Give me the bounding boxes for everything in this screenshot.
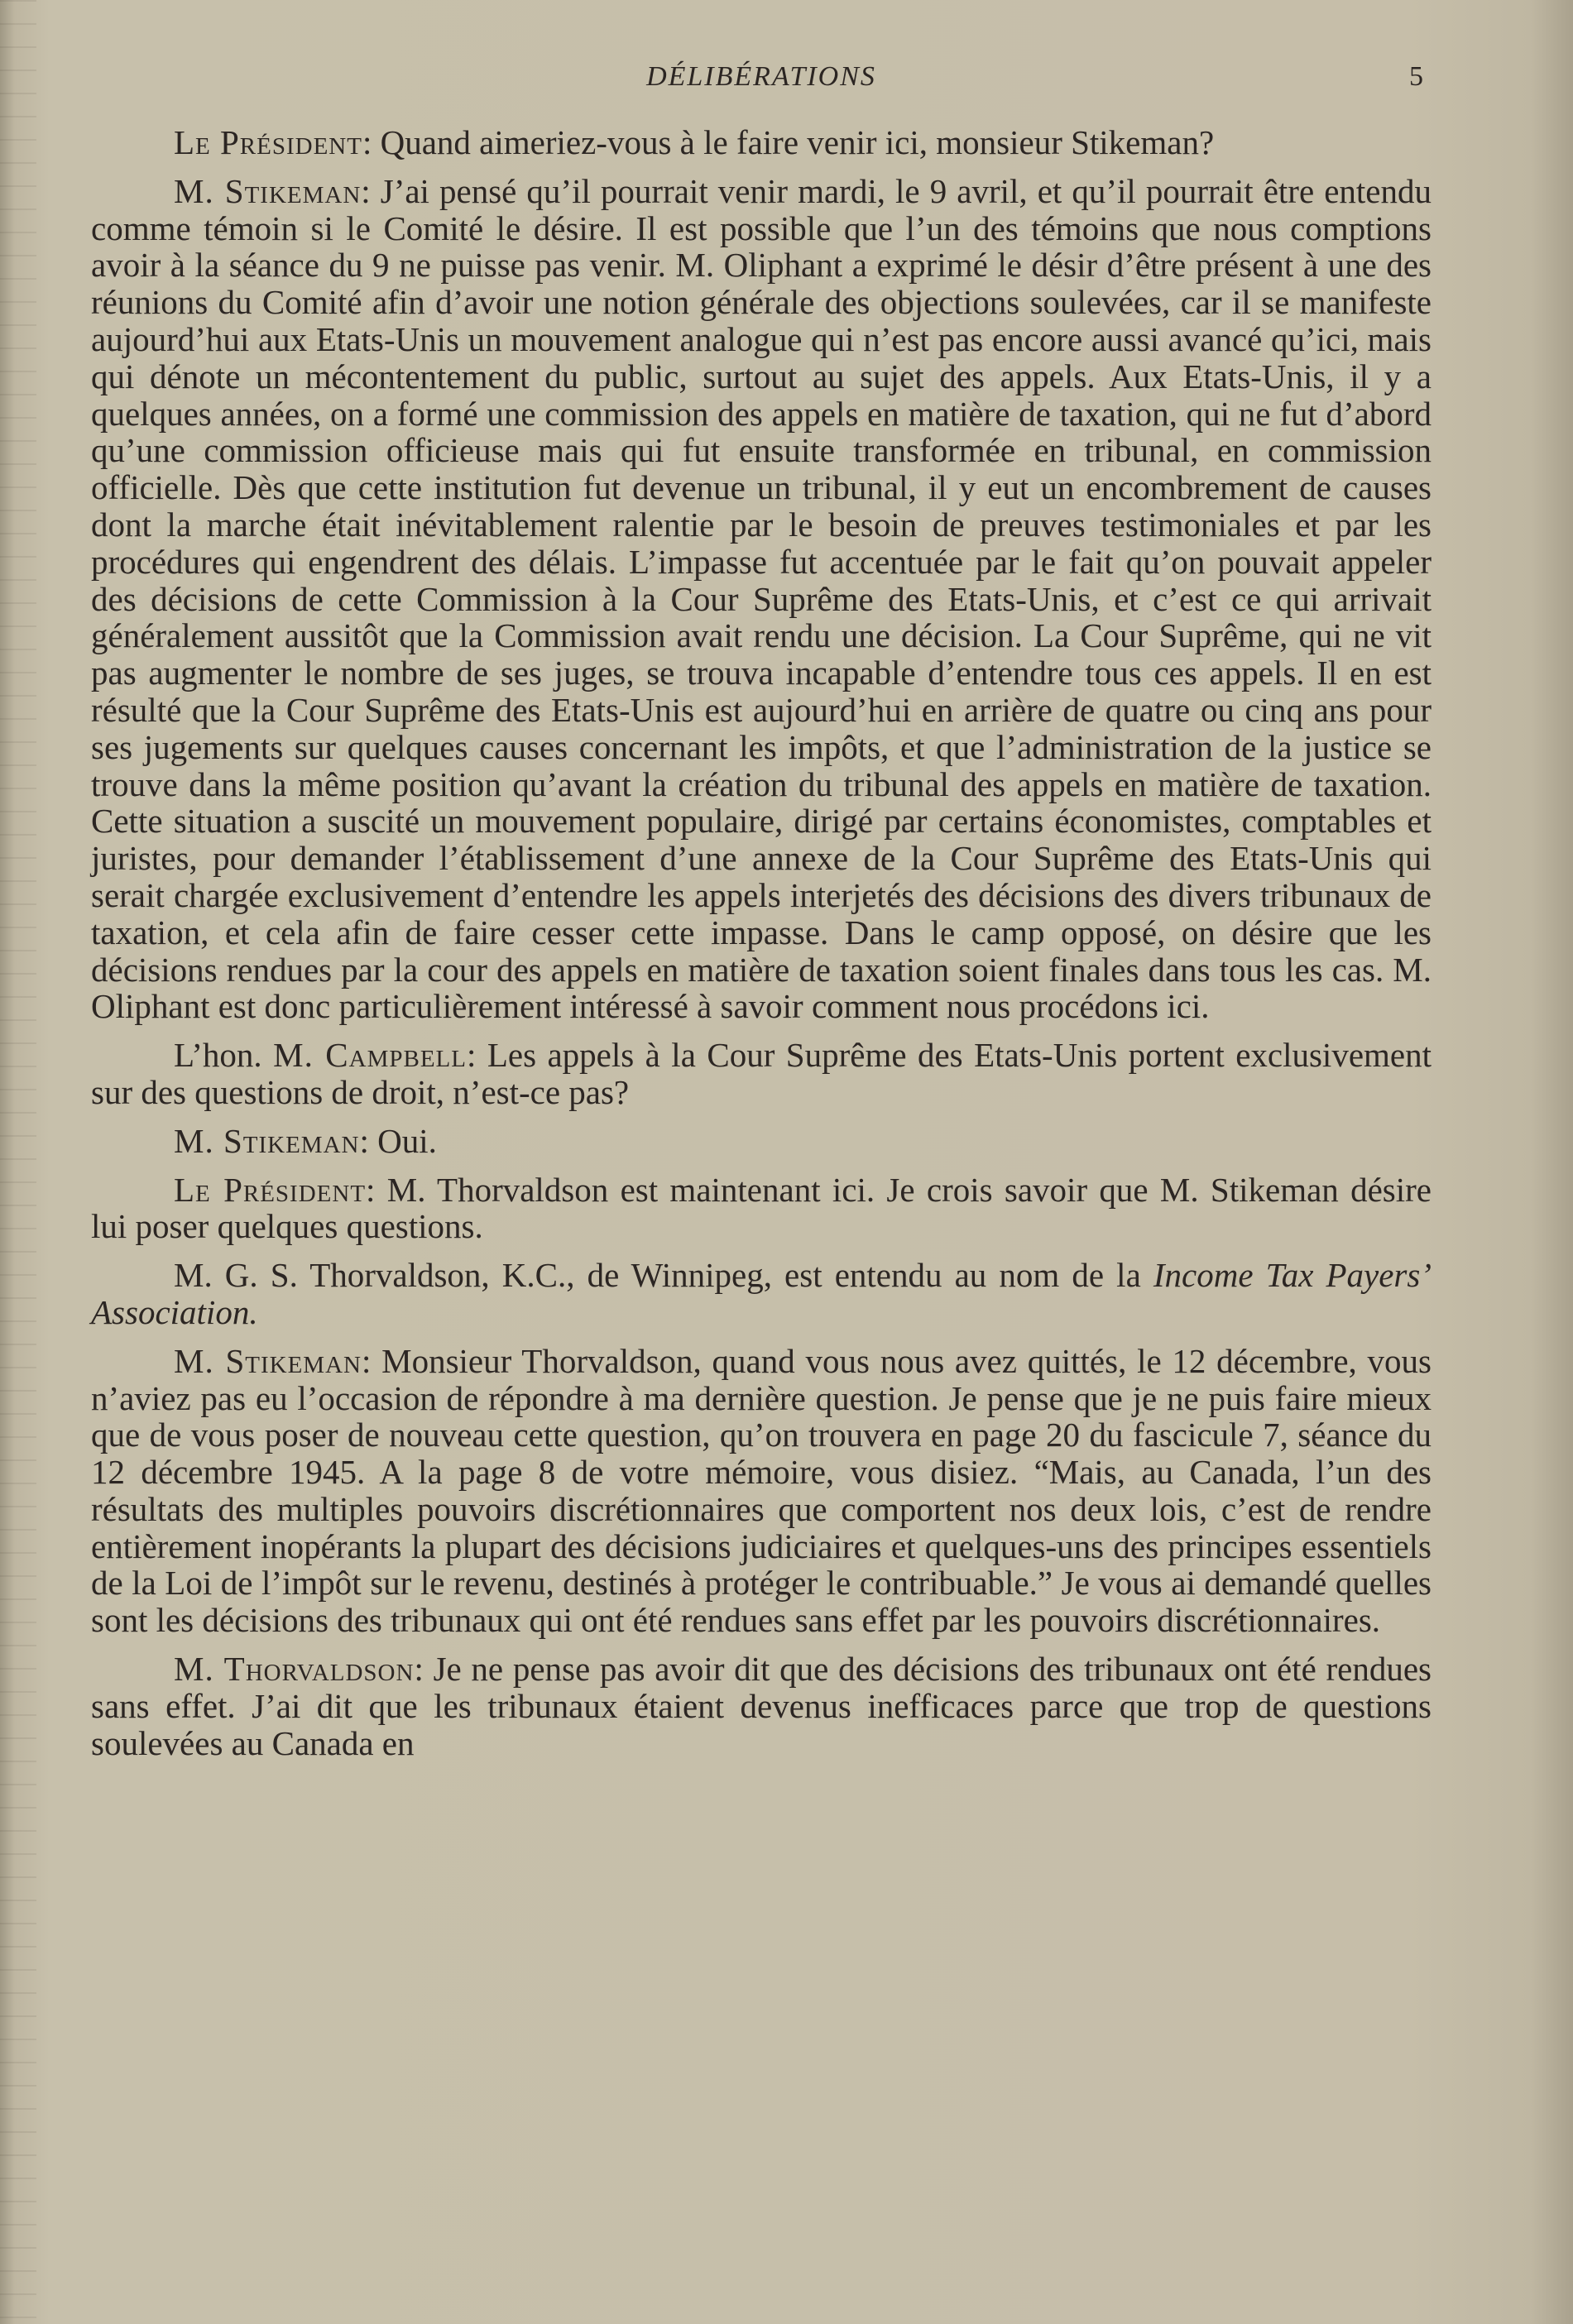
speaker-separator: : — [366, 1170, 376, 1209]
paragraph-8 — [91, 1651, 1432, 1761]
page-binding-edge — [0, 0, 36, 2324]
speaker-name: M. Stikeman — [174, 1341, 362, 1380]
speaker-separator: : — [466, 1036, 477, 1075]
speaker-separator: : — [359, 1121, 369, 1160]
paragraph-text: Je ne pense pas avoir dit que des décisions des tribunaux ont été rendues sans effet. J’ai dit que les tribunaux étaient devenus inefficaces parce que trop de questions soulevées au Canada en — [91, 1650, 1432, 1762]
paragraph-1 — [91, 124, 1432, 161]
paragraph-text: Oui. — [368, 1121, 437, 1160]
paragraph-text: J’ai pensé qu’il pourrait venir mardi, le 9 avril, et qu’il pourrait être entendu comme témoin si le Comité le désire. Il est possible que l’un des témoins que nous comptions avoir à la séance du 9 ne puisse pas venir. M. Oliphant a exprimé le désir d’être présent à une des réunions du Comité afin d’avoir une notion générale des objections soulevées, car il se manifeste aujourd’hui aux Etats-Unis un mouvement analogue qui n’est pas encore aussi avancé qu’ici, mais qui dénote un mécontentement du public, surtout au sujet des appels. Aux Etats-Unis, il y a quelques années, on a formé une commission des appels en matière de taxation, qui ne fut d’abord qu’une commission officieuse mais qui fut ensuite transformée en tribunal, en commission officielle. Dès que cette institution fut devenue un tribunal, il y eut un encombrement de causes dont la marche était inévitablement ralentie par le besoin de preuves testimoniales et par les procédures qui engendrent des délais. L’impasse fut accentuée par le fait qu’on pouvait appeler des décisions de cette Commission à la Cour Suprême des Etats-Unis, et c’est ce qui arrivait généralement aussitôt que la Commission avait rendu une décision. La Cour Suprême, qui ne vit pas augmenter le nombre de ses juges, se trouva incapable d’entendre tous ces appels. Il en est résulté que la Cour Suprême des Etats-Unis est aujourd’hui en arrière de quatre ou cinq ans pour ses jugements sur quelques causes concernant les impôts, et que l’administration de la justice se trouve dans la même position qu’avant la création du tribunal des appels en matière de taxation. Cette situation a suscité un mouvement populaire, dirigé par certains économistes, comptables et juristes, pour demander l’établissement d’une annexe de la Cour Suprême des Etats-Unis qui serait chargée exclusivement d’entendre les appels interjetés des décisions des divers tribunaux de taxation, et cela afin de faire cesser cette impasse. Dans le camp opposé, on désire que les décisions rendues par la cour des appels en matière de taxation soient finales dans tous les cas. M. Oliphant est donc particulièrement intéressé à savoir comment nous procédons ici. — [91, 171, 1432, 1026]
paragraph-4 — [91, 1123, 1432, 1160]
paragraph-text: M. G. S. Thorvaldson, K.C., de Winnipeg, est entendu au nom de la — [174, 1256, 1153, 1295]
speaker-separator: : — [362, 123, 372, 161]
speaker-prefix: L’hon. — [174, 1036, 274, 1075]
paragraph-2 — [91, 173, 1432, 1025]
paragraph-6 — [91, 1257, 1432, 1331]
speaker-name: M. Stikeman — [174, 1121, 360, 1160]
speaker-name: M. Stikeman — [174, 171, 362, 210]
running-title: DÉLIBÉRATIONS — [646, 61, 876, 92]
speaker-separator: : — [361, 1341, 372, 1380]
speaker-separator: : — [414, 1650, 424, 1689]
association-name: Income Tax Payers’ Association. — [91, 1256, 1432, 1331]
speaker-name: Le Président — [174, 1170, 367, 1209]
paragraph-text: M. Thorvaldson est maintenant ici. Je crois savoir que M. Stikeman désire lui poser quelques questions. — [91, 1170, 1432, 1246]
paragraph-7 — [91, 1343, 1432, 1639]
paragraph-text: Quand aimeriez-vous à le faire venir ici, monsieur Stikeman? — [372, 123, 1215, 161]
speaker-name: M. Thorvaldson — [174, 1650, 415, 1689]
body-text — [91, 124, 1432, 1773]
page-number: 5 — [1409, 61, 1423, 92]
paragraph-text: Les appels à la Cour Suprême des Etats-Unis portent exclusivement sur des questions de droit, n’est-ce pas? — [91, 1036, 1432, 1111]
speaker-name: M. Campbell — [273, 1036, 467, 1075]
paragraph-text: Monsieur Thorvaldson, quand vous nous avez quittés, le 12 décembre, vous n’aviez pas eu l’occasion de répondre à ma dernière question. Je pense que je ne puis faire mieux que de vous poser de nouveau cette question, qu’on trouvera en page 20 du fascicule 7, séance du 12 décembre 1945. A la page 8 de votre mémoire, vous disiez. “Mais, au Canada, l’un des résultats des multiples pouvoirs discrétionnaires que comportent nos deux lois, c’est de rendre entièrement inopérants la plupart des décisions judiciaires et quelques-uns des principes essentiels de la Loi de l’impôt sur le revenu, destinés à protéger le contribuable.” Je vous ai demandé quelles sont les décisions des tribunaux qui ont été rendues sans effet par les pouvoirs discrétionnaires. — [91, 1341, 1432, 1640]
paragraph-3 — [91, 1037, 1432, 1111]
page-header — [91, 58, 1432, 99]
paragraph-5 — [91, 1172, 1432, 1246]
speaker-separator: : — [361, 171, 371, 210]
speaker-name: Le Président — [174, 123, 362, 161]
